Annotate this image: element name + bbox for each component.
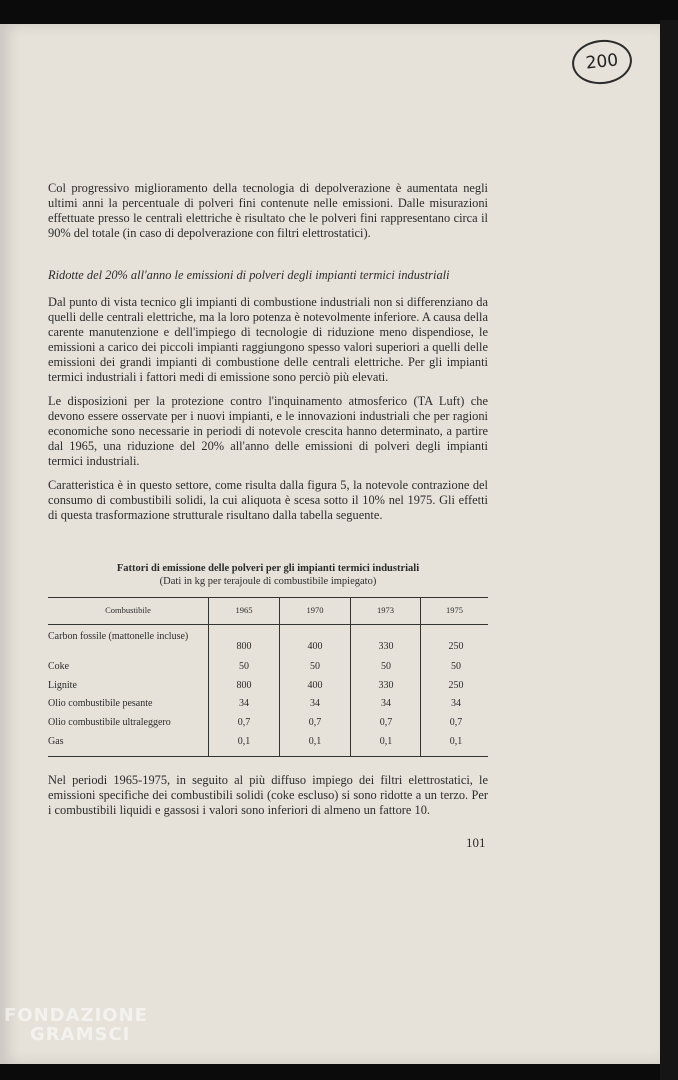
paragraph-4: Caratteristica è in questo settore, come risulta dalla figura 5, la notevole contrazione del consumo di combustibili solidi, la cui aliquota è scesa sotto il 10% nel 1975. Gli effetti di questa trasformazione strutturale risultano dalla tabella seguente.	[48, 478, 488, 522]
header-1970: 1970	[306, 605, 324, 615]
header-1975: 1975	[446, 605, 463, 615]
table-row	[48, 631, 488, 652]
value-cell: 34	[451, 698, 461, 709]
paragraphs-block	[48, 295, 488, 532]
page-number: 101	[466, 835, 486, 850]
value-cell: 0,1	[379, 736, 393, 747]
value-cell: 250	[448, 641, 464, 652]
table-bottom-rule	[48, 756, 488, 757]
value-cell: 330	[378, 680, 394, 691]
table-header-rule	[48, 624, 488, 625]
section-subheading: Ridotte del 20% all'anno le emissioni di polveri degli impianti termici industriali	[48, 268, 450, 282]
table-row	[48, 717, 488, 735]
value-cell: 400	[307, 680, 323, 691]
row-label: Olio combustibile pesante	[48, 698, 153, 709]
paragraph-3: Le disposizioni per la protezione contro l'inquinamento atmosferico (TA Luft) che devono essere osservate per i nuovi impianti, e le innovazioni industriali che per ragioni economiche sono necessarie in periodi di notevole crescita hanno determinato, a partire dal 1965, una riduzione del 20% all'anno delle emissioni di polveri degli impianti termici industriali.	[48, 394, 488, 468]
scanned-page	[0, 24, 660, 1064]
row-label: Lignite	[48, 680, 77, 691]
watermark-line-2: GRAMSCI	[30, 1024, 131, 1045]
row-label: Olio combustibile ultraleggero	[48, 717, 171, 728]
value-cell: 50	[451, 661, 461, 672]
value-cell: 0,7	[308, 717, 322, 728]
header-1965: 1965	[235, 605, 253, 615]
value-cell: 0,1	[308, 736, 322, 747]
paragraph-2: Dal punto di vista tecnico gli impianti di combustione industriali non si differenziano da quelli delle centrali elettriche, ma la loro potenza è notevolmente inferiore. A causa della carente manutenzione e dell'impiego di tecnologie di riduzione meno dispendiose, le emissioni a carico dei piccoli impianti raggiungono spesso valori superiori a quelli delle emissioni dei grandi impianti di combustione delle centrali elettriche. Per gli impianti termici industriali i fattori medi di emissione sono perciò più elevati.	[48, 295, 488, 384]
value-cell: 0,7	[237, 717, 251, 728]
table-row	[48, 680, 488, 698]
header-combustibile: Combustibile	[105, 605, 151, 615]
table-row	[48, 736, 488, 754]
table-title: Fattori di emissione delle polveri per gli impianti termici industriali	[116, 563, 420, 574]
archive-watermark-logo	[4, 1006, 148, 1044]
value-cell: 34	[381, 698, 391, 709]
watermark-line-1: FONDAZIONE	[4, 1005, 148, 1026]
page-edge-shadow	[660, 20, 678, 1080]
paragraph-5: Nel periodi 1965-1975, in seguito al più diffuso impiego dei filtri elettrostatici, le emissioni specifiche dei combustibili solidi (coke escluso) si sono ridotte a un terzo. Per i combustibili liquidi e gassosi i valori sono inferiori di almeno un fattore 10.	[48, 773, 488, 817]
value-cell: 34	[310, 698, 320, 709]
emission-factors-table	[48, 597, 488, 757]
value-cell: 400	[307, 641, 323, 652]
table-top-rule	[48, 597, 488, 598]
value-cell: 0,1	[237, 736, 251, 747]
value-cell: 250	[448, 680, 464, 691]
table-row	[48, 698, 488, 716]
header-1973: 1973	[377, 605, 394, 615]
value-cell: 330	[378, 641, 394, 652]
table-caption	[48, 562, 488, 588]
row-label: Gas	[48, 736, 64, 747]
value-cell: 0,1	[449, 736, 463, 747]
value-cell: 800	[236, 641, 252, 652]
value-cell: 0,7	[379, 717, 393, 728]
value-cell: 50	[310, 661, 320, 672]
handwritten-folio-number: 200	[570, 37, 634, 87]
paragraph-1	[48, 181, 488, 250]
paragraph-5-block	[48, 773, 488, 827]
value-cell: 800	[236, 680, 252, 691]
value-cell: 0,7	[449, 717, 463, 728]
table-row	[48, 661, 488, 679]
table-subtitle: (Dati in kg per terajoule di combustibile impiegato)	[159, 576, 377, 587]
row-label: Carbon fossile (mattonelle incluse)	[48, 631, 189, 642]
row-label: Coke	[48, 661, 70, 672]
value-cell: 50	[381, 661, 391, 672]
value-cell: 34	[239, 698, 249, 709]
value-cell: 50	[239, 661, 249, 672]
paragraph-1-text: Col progressivo miglioramento della tecnologia di depolverazione è aumentata negli ultimi anni la percentuale di polveri fini contenute nelle emissioni. Dalle misurazioni effettuate presso le centrali elettriche è risultato che le polveri fini rappresentano circa il 90% del totale (in caso di depolverazione con filtri elettrostatici).	[48, 181, 488, 240]
